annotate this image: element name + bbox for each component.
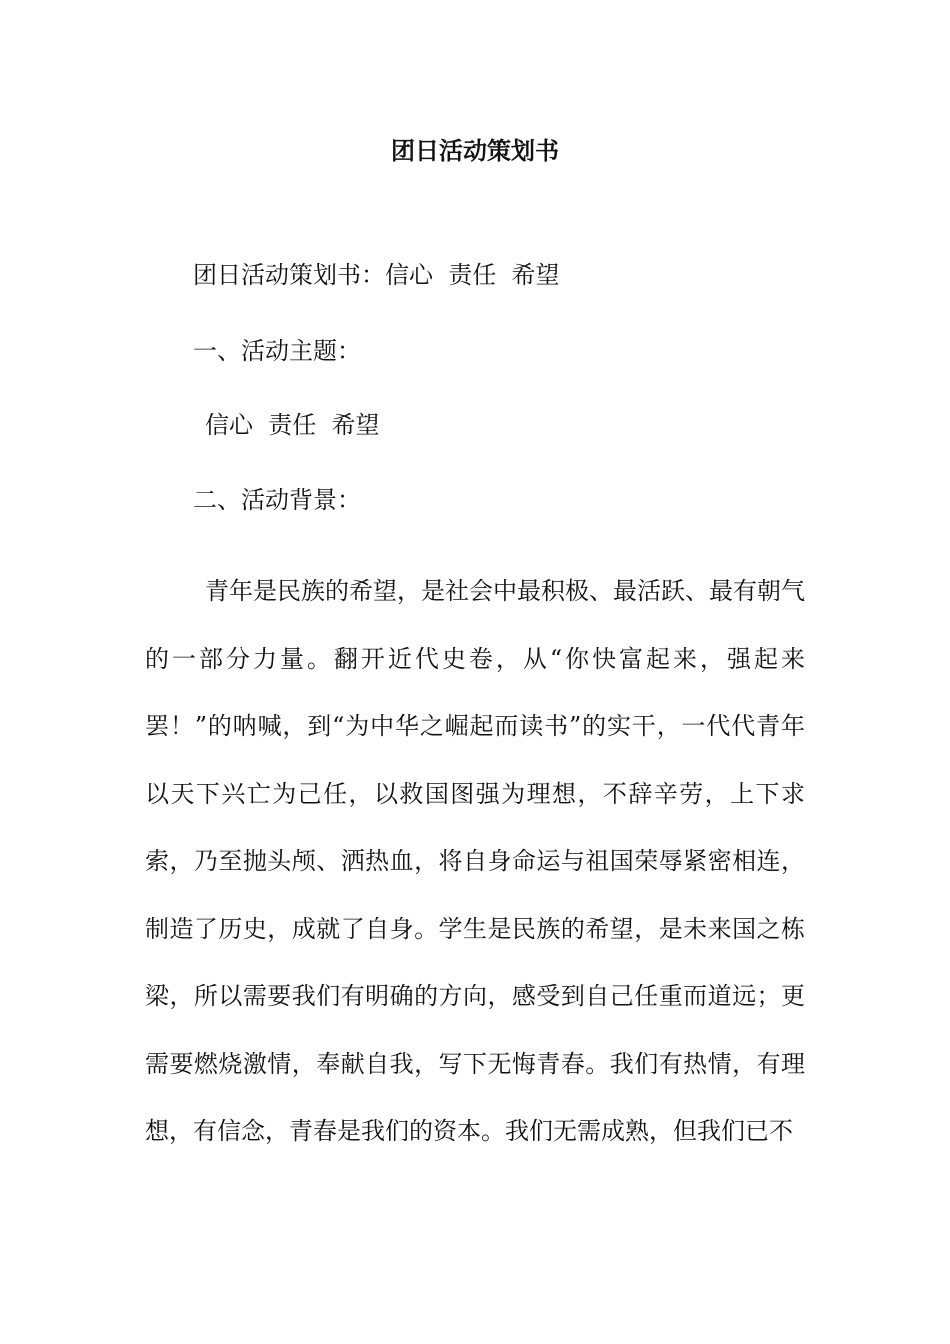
section2-paragraph: 青年是民族的希望，是社会中最积极、最活跃、最有朝气的一部分力量。翻开近代史卷，从“你快富起来，强起来罢！”的呐喊，到“为中华之崛起而读书”的实干，一代代青年以天下兴亡为己任，以救国图强为理想，不辞辛劳，上下求索，乃至抛头颅、洒热血，将自身命运与祖国荣辱紧密相连，制造了历史，成就了自身。学生是民族的希望，是未来国之栋梁，所以需要我们有明确的方向，感受到自己任重而道远；更需要燃烧激情，奉献自我，写下无悔青春。我们有热情，有理想，有信念，青春是我们的资本。我们无需成熟，但我们已不 <box>145 577 805 1145</box>
section2-heading: 二、活动背景： <box>193 486 361 514</box>
document-subtitle: 团日活动策划书：信心 责任 希望 <box>193 261 560 289</box>
section1-content: 信心 责任 希望 <box>205 411 380 439</box>
document-title: 团日活动策划书 <box>391 136 559 165</box>
section1-heading: 一、活动主题： <box>193 337 361 365</box>
